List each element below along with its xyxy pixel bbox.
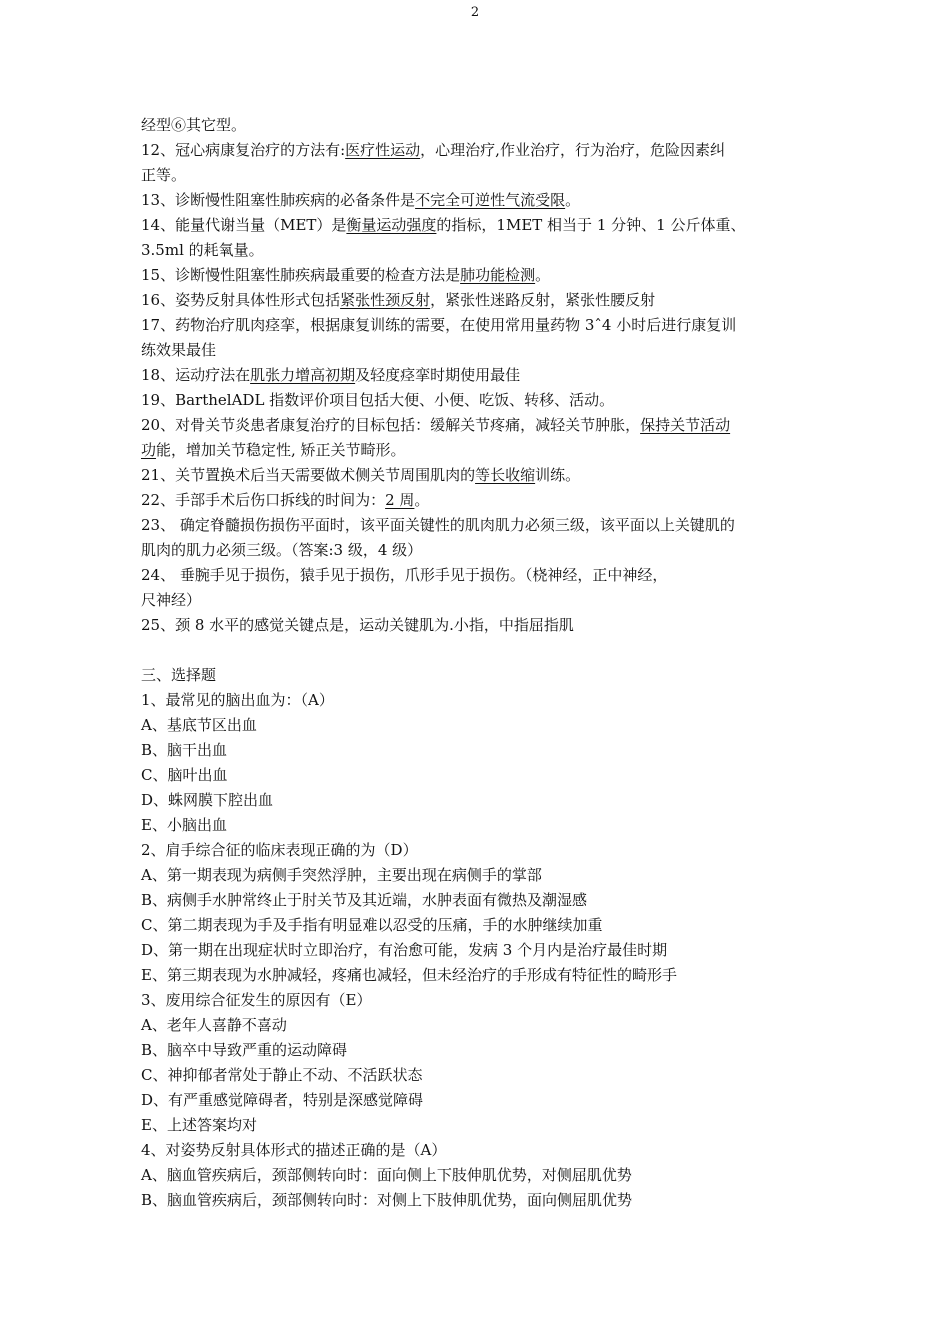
text-segment: 17、药物治疗肌肉痉挛，根据康复训练的需要，在使用常用量药物 3ˆ4 小时后进行康复训 (141, 316, 737, 334)
text-segment: 训练。 (535, 466, 581, 484)
underlined-answer: 肺功能检测 (460, 266, 536, 284)
text-segment: 15、诊断慢性阻塞性肺疾病最重要的检查方法是 (141, 266, 461, 284)
text-segment: 经型⑥其它型。 (141, 116, 247, 134)
document-body (141, 113, 811, 1213)
choice-question: 4、对姿势反射具体形式的描述正确的是（A） (141, 1141, 447, 1159)
underlined-answer: 肌张力增高初期 (250, 366, 356, 384)
text-segment: 3.5ml 的耗氧量。 (141, 241, 264, 259)
fill-in-line (141, 188, 811, 213)
fill-in-line (141, 213, 811, 238)
fill-in-answers (141, 113, 811, 638)
text-segment: 。 (565, 191, 581, 209)
choice-section (141, 663, 811, 1213)
fill-in-line (141, 288, 811, 313)
text-segment: 肌肉的肌力必须三级。（答案:3 级，4 级） (141, 541, 423, 559)
text-segment: 正等。 (141, 166, 187, 184)
choice-option: A、基底节区出血 (141, 716, 257, 734)
choice-option: A、第一期表现为病侧手突然浮肿，主要出现在病侧手的掌部 (141, 866, 542, 884)
text-segment: 23、 确定脊髓损伤损伤平面时，该平面关键性的肌肉肌力必须三级，该平面以上关键肌的 (141, 516, 735, 534)
choice-option: A、脑血管疾病后，颈部侧转向时：面向侧上下肢伸肌优势，对侧屈肌优势 (141, 1166, 632, 1184)
text-segment: 21、关节置换术后当天需要做术侧关节周围肌肉的 (141, 466, 476, 484)
fill-in-line (141, 588, 811, 613)
choice-option: B、病侧手水肿常终止于肘关节及其近端，水肿表面有微热及潮湿感 (141, 891, 588, 909)
underlined-answer: 功 (141, 441, 157, 459)
fill-in-line (141, 513, 811, 538)
fill-in-line (141, 138, 811, 163)
section-gap (141, 638, 811, 663)
underlined-answer: 保持关节活动 (640, 416, 731, 434)
text-segment: 25、颈 8 水平的感觉关键点是，运动关键肌为.小指，中指屈指肌 (141, 616, 574, 634)
text-segment: ，紧张性迷路反射，紧张性腰反射 (430, 291, 656, 309)
fill-in-line (141, 538, 811, 563)
choice-option: B、脑卒中导致严重的运动障碍 (141, 1041, 348, 1059)
underlined-answer: 等长收缩 (475, 466, 536, 484)
text-segment: 12、冠心病康复治疗的方法有: (141, 141, 346, 159)
text-segment: 及轻度痉挛时期使用最佳 (355, 366, 521, 384)
choice-option: C、脑叶出血 (141, 766, 228, 784)
choice-option: E、第三期表现为水肿减轻，疼痛也减轻，但未经治疗的手形成有特征性的畸形手 (141, 966, 677, 984)
underlined-answer: 不完全可逆性气流受限 (415, 191, 566, 209)
choice-option: D、蛛网膜下腔出血 (141, 791, 274, 809)
fill-in-line (141, 488, 811, 513)
fill-in-line (141, 363, 811, 388)
underlined-answer: 2 周 (385, 491, 415, 509)
underlined-answer: 医疗性运动 (345, 141, 421, 159)
page-number: 2 (470, 5, 480, 20)
fill-in-line (141, 163, 811, 188)
fill-in-line (141, 263, 811, 288)
choice-option: E、小脑出血 (141, 816, 227, 834)
text-segment: 14、能量代谢当量（MET）是 (141, 216, 347, 234)
text-segment: 20、对骨关节炎患者康复治疗的目标包括：缓解关节疼痛，减轻关节肿胀， (141, 416, 641, 434)
text-segment: 尺神经） (141, 591, 202, 609)
section-heading: 三、选择题 (141, 666, 217, 684)
text-segment: 19、BarthelADL 指数评价项目包括大便、小便、吃饭、转移、活动。 (141, 391, 615, 409)
text-segment: 的指标，1MET 相当于 1 分钟、1 公斤体重、 (436, 216, 746, 234)
text-segment: 练效果最佳 (141, 341, 217, 359)
fill-in-line (141, 313, 811, 338)
underlined-answer: 衡量运动强度 (346, 216, 437, 234)
underlined-answer: 紧张性颈反射 (340, 291, 431, 309)
text-segment: 13、诊断慢性阻塞性肺疾病的必备条件是 (141, 191, 416, 209)
choice-option: D、有严重感觉障碍者，特别是深感觉障碍 (141, 1091, 424, 1109)
text-segment: ，心理治疗,作业治疗，行为治疗，危险因素纠 (420, 141, 725, 159)
choice-option: B、脑干出血 (141, 741, 228, 759)
fill-in-line (141, 463, 811, 488)
text-segment: 24、 垂腕手见于损伤，猿手见于损伤，爪形手见于损伤。（桡神经，正中神经， (141, 566, 668, 584)
choice-question: 3、废用综合征发生的原因有（E） (141, 991, 372, 1009)
fill-in-line (141, 563, 811, 588)
fill-in-line (141, 338, 811, 363)
fill-in-line (141, 613, 811, 638)
text-segment: 18、运动疗法在 (141, 366, 251, 384)
fill-in-line (141, 388, 811, 413)
text-segment: 。 (414, 491, 430, 509)
choice-questions (141, 688, 811, 1213)
choice-option: C、第二期表现为手及手指有明显难以忍受的压痛，手的水肿继续加重 (141, 916, 603, 934)
text-segment: 16、姿势反射具体性形式包括 (141, 291, 341, 309)
choice-question: 1、最常见的脑出血为：（A） (141, 691, 334, 709)
choice-option: A、老年人喜静不喜动 (141, 1016, 287, 1034)
choice-option: E、上述答案均对 (141, 1116, 257, 1134)
choice-option: D、第一期在出现症状时立即治疗，有治愈可能，发病 3 个月内是治疗最佳时期 (141, 941, 668, 959)
text-segment: 22、手部手术后伤口拆线的时间为： (141, 491, 386, 509)
fill-in-line (141, 113, 811, 138)
fill-in-line (141, 413, 811, 438)
text-segment: 。 (535, 266, 551, 284)
text-segment: 能，增加关节稳定性, 矫正关节畸形。 (156, 441, 406, 459)
choice-option: C、神抑郁者常处于静止不动、不活跃状态 (141, 1066, 423, 1084)
fill-in-line (141, 438, 811, 463)
fill-in-line (141, 238, 811, 263)
choice-question: 2、肩手综合征的临床表现正确的为（D） (141, 841, 418, 859)
choice-option: B、脑血管疾病后，颈部侧转向时：对侧上下肢伸肌优势，面向侧屈肌优势 (141, 1191, 633, 1209)
